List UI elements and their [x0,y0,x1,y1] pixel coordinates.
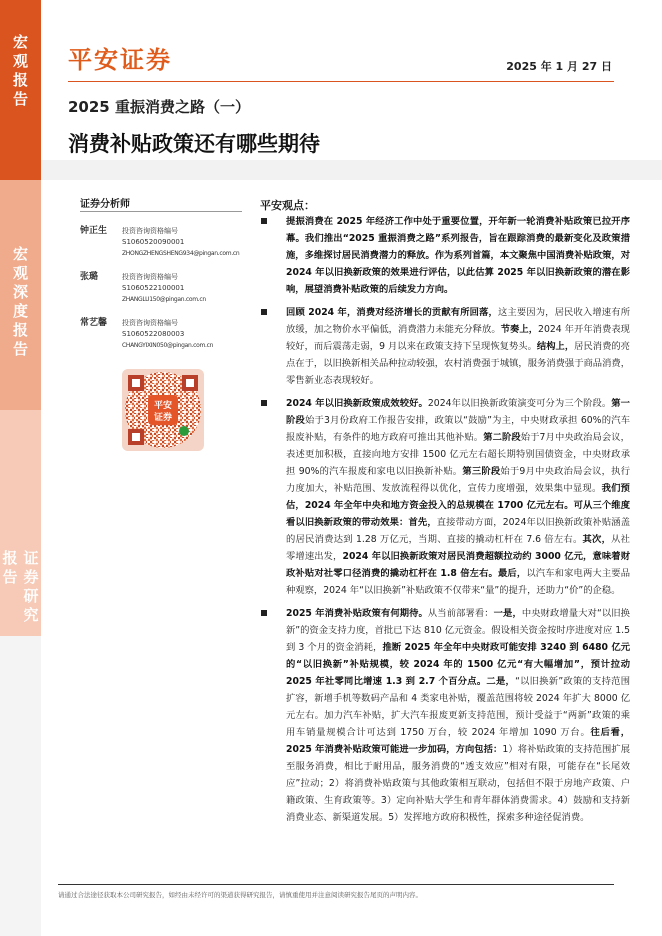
key-point-bold: 回顾 2024 年，消费对经济增长的贡献有所回落， [286,307,498,318]
key-point [260,213,630,298]
key-point-text: 2024 年开年消费表现较好，而后震荡走弱，9 月以来在政策支持下呈现恢复势头。 [286,324,630,352]
qr-logo-text: 证券 [153,413,173,423]
key-point-bold: 往后看，2025 年消费补贴政策可能进一步加码，方向包括： [286,727,630,755]
analyst-info [122,226,239,259]
key-point-bold: 提振消费在 2025 年经济工作中处于重要位置，开年新一轮消费补贴政策已拉开序幕。我们推出“2025 重振消费之路”系列报告，旨在跟踪消费的最新变化及政策措施，多维探讨居民消费潜力的释放。作为系列首篇，本文聚焦中国消费补贴政策，对 2024 年以旧换新政策的效果进行评估，以此估算 2025 年以旧换新政策的潜在影响，展望消费补贴政策的后续发力方向。 [286,216,630,295]
key-point-bold: 节奏上， [500,324,539,335]
series-title: 2025 重振消费之路（一） [68,98,250,116]
cert-number: S1060522080003 [122,330,185,338]
key-point-text: 始于3月份政府工作报告安排，政策以“鼓励”为主，中央财政承担 60%的汽车报废补贴，有条件的地方政府可推出其他补贴。 [286,415,630,443]
sidebar [0,0,41,936]
key-point-text: 始于7月中央政治局会议，表述更加积极，直接向地方安排 1500 亿元左右超长期特别国债资金，中央财政承担 90%的汽车报废和家电以旧换新补贴。 [286,432,630,477]
cert-number: S1060522100001 [122,284,185,292]
key-point-text: 这主要因为，居民收入增速有所放缓，加之物价水平偏低，消费潜力未能充分释放。 [286,307,630,335]
analyst-name: 张璐 [80,272,99,282]
key-point-bold: 第二阶段 [483,432,521,443]
key-point-text: 直接带动方面，2024年以旧换新政策补贴涵盖的居民消费达到 1.28 万亿元，当期、直接的撬动杠杆在 7.6 倍左右。 [286,517,630,545]
qr-code-graphic [122,369,204,451]
key-point-text: 始于9月中央政治局会议，执行力度加大，补贴范围、发放流程得以优化，宣传力度增强，效果集中显现。 [286,466,630,494]
cert-label: 投资咨询资格编号 [122,319,178,327]
key-point-bold: 2025 年消费补贴政策有何期待。 [286,608,428,619]
sidebar-tag-macro-report [0,0,41,180]
qr-code [122,369,204,451]
report-date: 2025 年 1 月 27 日 [506,60,612,73]
key-point-bold: 第三阶段 [462,466,501,477]
analysts-divider [80,211,242,212]
footer-divider [58,884,614,885]
analyst-email: ZHONGZHENGSHENG934@pingan.com.cn [122,250,240,257]
sidebar-tag-label: 宏观深度报告 [11,246,29,360]
qr-logo-text: 平安 [153,401,173,411]
cert-number: S1060520090001 [122,238,185,246]
key-point-text: 1）将补贴政策的支持范围扩展至服务消费，相比于耐用品，服务消费的“透支效应”相对有限，可能存在“长尾效应”拉动；2）将消费补贴政策与其他政策相互联动，包括但不限于房地产政策、户籍政策、生育政策等。3）定向补贴大学生和青年群体消费需求。4）鼓励和支持新消费业态、新渠道发展。5）发挥地方政府积极性，探索多种途径促消费。 [286,744,630,823]
key-point-text: 2024年以旧换新政策演变可分为三个阶段。 [427,398,612,409]
key-point [260,304,630,389]
analysts-heading: 证券分析师 [80,199,130,210]
key-point [260,395,630,599]
key-point-text: “以旧换新”政策的支持范围扩容，新增手机等数码产品和 4 类家电补贴，覆盖范围将较 2024 年扩大 8000 亿元左右。加力汽车补贴，扩大汽车报废更新支持范围，预计受益于“两新”政策的乘用车销量规模合计可达到 1750 万台，较 2024 年增加 1090 万台。 [286,676,630,738]
key-point-bold: 其次， [582,534,612,545]
key-point-bold: 结构上， [536,341,575,352]
analyst-name: 常艺馨 [80,318,108,328]
footer-disclaimer: 请通过合法途径获取本公司研究报告，如经由未经许可的渠道获得研究报告，请慎重使用并注意阅读研究报告尾页的声明内容。 [58,891,422,899]
analyst-email: CHANGYIXIN050@pingan.com.cn [122,342,214,349]
brand-logo: 平安证券 [68,46,172,74]
key-point-text: 从社零增速出发， [286,534,630,562]
key-point-text: 居民消费的亮点在于，以旧换新相关品种拉动较强，农村消费强于城镇，服务消费强于商品消费，零售新业态表现较好。 [286,341,630,386]
key-point-text: 以汽车和家电两大主要品种观察，2024 年“以旧换新”补贴政策不仅带来“量”的提升，还助力“价”的企稳。 [286,568,630,596]
key-point-bold: 一是， [493,608,522,619]
analyst-name: 钟正生 [80,226,108,236]
analyst-info [122,318,213,351]
key-point-bold: 我们预估，2024 年全年中央和地方资金投入的总规模在 1700 亿元左右。可从三个维度看以旧换新政策的带动效果：首先， [286,483,630,528]
view-heading: 平安观点： [260,199,315,212]
analyst-info [122,272,206,305]
cert-label: 投资咨询资格编号 [122,273,178,281]
title-band [41,160,662,180]
key-point-text: 从当前部署看： [427,608,494,619]
key-point-bold: 推断 2025 年全年中央财政可能安排 3240 到 6480 亿元的“以旧换新”补贴规模，较 2024 年的 1500 亿元“有大幅增加”，预计拉动 2025 年社零同比增速 1.3 到 2.7 个百分点。二是， [286,642,631,687]
key-point-text: 中央财政增量大对“以旧换新”的资金支持力度，首批已下达 810 亿元资金。假设相关资金按时序进度对应 1.5 到 3 个月的资金消耗， [286,608,630,653]
key-points-list [260,213,630,832]
sidebar-tag-label: 宏观报告 [11,34,29,110]
sidebar-tag-securities-research [0,410,41,636]
key-point-bold: 第一阶段 [286,398,630,426]
sidebar-tag-label: 证券研究报告 [0,550,40,626]
cert-label: 投资咨询资格编号 [122,227,178,235]
sidebar-tag-macro-depth [0,180,41,410]
key-point [260,605,630,826]
page-title: 消费补贴政策还有哪些期待 [68,132,320,156]
key-point-bold: 2024 年以旧换新政策成效较好。 [286,398,428,409]
analyst-email: ZHANGLU150@pingan.com.cn [122,296,206,303]
header-divider [68,81,614,82]
key-point-bold: 2024 年以旧换新政策对居民消费超额拉动约 3000 亿元，意味着财政补贴对社零口径消费的撬动杠杆在 1.8 倍左右。最后， [286,551,630,579]
